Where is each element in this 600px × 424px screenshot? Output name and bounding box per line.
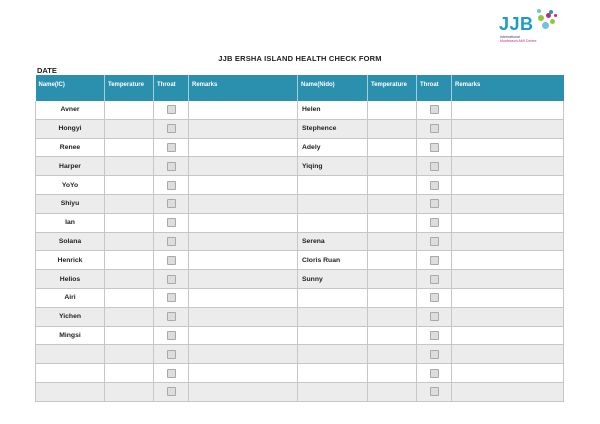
throat-ic-cell: [154, 288, 189, 307]
name-nido-cell: Helen: [298, 101, 368, 119]
remarks-ic-cell[interactable]: [189, 176, 298, 195]
throat-nido-cell: [417, 176, 452, 195]
remarks-ic-cell[interactable]: [189, 307, 298, 326]
remarks-ic-cell[interactable]: [189, 213, 298, 232]
remarks-nido-cell[interactable]: [452, 326, 564, 345]
name-ic-cell: YoYo: [36, 176, 105, 195]
remarks-nido-cell[interactable]: [452, 119, 564, 138]
throat-nido-cell: [417, 213, 452, 232]
name-ic-cell: Harper: [36, 157, 105, 176]
table-row: [36, 232, 564, 251]
table-row: [36, 194, 564, 213]
remarks-nido-cell[interactable]: [452, 345, 564, 364]
temperature-ic-cell[interactable]: [105, 232, 154, 251]
throat-ic-cell: [154, 138, 189, 157]
temperature-ic-cell[interactable]: [105, 176, 154, 195]
table-row: [36, 345, 564, 364]
name-nido-cell: Serena: [298, 232, 368, 251]
throat-checkbox[interactable]: [430, 369, 439, 378]
date-label: DATE: [37, 66, 57, 75]
table-row: [36, 270, 564, 289]
remarks-nido-cell[interactable]: [452, 213, 564, 232]
remarks-nido-cell[interactable]: [452, 194, 564, 213]
throat-nido-cell: [417, 101, 452, 119]
name-ic-cell: Yichen: [36, 307, 105, 326]
temperature-ic-cell[interactable]: [105, 345, 154, 364]
header-throat-ic: Throat: [154, 75, 189, 101]
table-row: [36, 119, 564, 138]
table-row: [36, 213, 564, 232]
throat-checkbox[interactable]: [430, 218, 439, 227]
throat-checkbox[interactable]: [167, 181, 176, 190]
header-remarks-nido: Remarks: [452, 75, 564, 101]
header-name-nido: Name(Nido): [298, 75, 368, 101]
throat-checkbox[interactable]: [430, 293, 439, 302]
temperature-ic-cell[interactable]: [105, 288, 154, 307]
throat-checkbox[interactable]: [430, 124, 439, 133]
remarks-ic-cell[interactable]: [189, 101, 298, 119]
logo-dot: [542, 22, 549, 29]
table-row: [36, 251, 564, 270]
name-nido-cell: [298, 345, 368, 364]
temperature-ic-cell[interactable]: [105, 382, 154, 401]
header-row: [36, 75, 564, 101]
temperature-ic-cell[interactable]: [105, 251, 154, 270]
throat-checkbox[interactable]: [167, 369, 176, 378]
temperature-nido-cell[interactable]: [368, 307, 417, 326]
table-row: [36, 326, 564, 345]
name-nido-cell: Yiqing: [298, 157, 368, 176]
form-title: JJB ERSHA ISLAND HEALTH CHECK FORM: [218, 54, 382, 63]
temperature-nido-cell[interactable]: [368, 232, 417, 251]
temperature-nido-cell[interactable]: [368, 119, 417, 138]
throat-ic-cell: [154, 345, 189, 364]
throat-ic-cell: [154, 251, 189, 270]
name-nido-cell: [298, 326, 368, 345]
logo-subtitle-line1: International: [500, 35, 520, 39]
throat-checkbox[interactable]: [430, 181, 439, 190]
name-nido-cell: [298, 194, 368, 213]
throat-checkbox[interactable]: [430, 331, 439, 340]
remarks-nido-cell[interactable]: [452, 138, 564, 157]
throat-checkbox[interactable]: [167, 331, 176, 340]
throat-checkbox[interactable]: [167, 275, 176, 284]
throat-checkbox[interactable]: [167, 387, 176, 396]
throat-nido-cell: [417, 364, 452, 383]
table-row: [36, 157, 564, 176]
temperature-nido-cell[interactable]: [368, 176, 417, 195]
throat-checkbox[interactable]: [430, 237, 439, 246]
temperature-ic-cell[interactable]: [105, 157, 154, 176]
throat-nido-cell: [417, 157, 452, 176]
name-ic-cell: Henrick: [36, 251, 105, 270]
temperature-ic-cell[interactable]: [105, 213, 154, 232]
temperature-ic-cell[interactable]: [105, 326, 154, 345]
table-row: [36, 176, 564, 195]
remarks-ic-cell[interactable]: [189, 232, 298, 251]
throat-checkbox[interactable]: [167, 256, 176, 265]
throat-checkbox[interactable]: [167, 218, 176, 227]
remarks-nido-cell[interactable]: [452, 382, 564, 401]
throat-checkbox[interactable]: [430, 387, 439, 396]
jjb-logo: [499, 9, 569, 43]
remarks-ic-cell[interactable]: [189, 382, 298, 401]
remarks-ic-cell[interactable]: [189, 345, 298, 364]
name-ic-cell: Helios: [36, 270, 105, 289]
temperature-nido-cell[interactable]: [368, 251, 417, 270]
throat-ic-cell: [154, 382, 189, 401]
remarks-nido-cell[interactable]: [452, 176, 564, 195]
throat-ic-cell: [154, 101, 189, 119]
temperature-nido-cell[interactable]: [368, 194, 417, 213]
throat-ic-cell: [154, 326, 189, 345]
throat-checkbox[interactable]: [167, 105, 176, 114]
remarks-nido-cell[interactable]: [452, 288, 564, 307]
throat-ic-cell: [154, 213, 189, 232]
remarks-nido-cell[interactable]: [452, 364, 564, 383]
temperature-ic-cell[interactable]: [105, 270, 154, 289]
name-nido-cell: [298, 288, 368, 307]
header-temperature-ic: Temperature: [105, 75, 154, 101]
table-row: [36, 382, 564, 401]
throat-checkbox[interactable]: [430, 312, 439, 321]
name-nido-cell: [298, 176, 368, 195]
throat-ic-cell: [154, 157, 189, 176]
table-row: [36, 364, 564, 383]
name-ic-cell: Mingsi: [36, 326, 105, 345]
logo-dot: [538, 15, 544, 21]
throat-checkbox[interactable]: [167, 237, 176, 246]
remarks-ic-cell[interactable]: [189, 270, 298, 289]
remarks-nido-cell[interactable]: [452, 101, 564, 119]
remarks-ic-cell[interactable]: [189, 194, 298, 213]
logo-dot: [549, 10, 553, 14]
logo-text: JJB: [499, 14, 534, 34]
throat-checkbox[interactable]: [167, 312, 176, 321]
throat-checkbox[interactable]: [167, 199, 176, 208]
throat-checkbox[interactable]: [430, 143, 439, 152]
name-ic-cell: [36, 345, 105, 364]
throat-ic-cell: [154, 270, 189, 289]
throat-nido-cell: [417, 307, 452, 326]
remarks-nido-cell[interactable]: [452, 307, 564, 326]
name-nido-cell: [298, 307, 368, 326]
throat-nido-cell: [417, 251, 452, 270]
throat-nido-cell: [417, 288, 452, 307]
remarks-ic-cell[interactable]: [189, 288, 298, 307]
throat-nido-cell: [417, 194, 452, 213]
throat-ic-cell: [154, 364, 189, 383]
temperature-nido-cell[interactable]: [368, 382, 417, 401]
remarks-nido-cell[interactable]: [452, 251, 564, 270]
temperature-ic-cell[interactable]: [105, 194, 154, 213]
header-remarks-ic: Remarks: [189, 75, 298, 101]
throat-checkbox[interactable]: [430, 105, 439, 114]
header-name-ic: Name(IC): [36, 75, 105, 101]
throat-nido-cell: [417, 345, 452, 364]
remarks-ic-cell[interactable]: [189, 138, 298, 157]
throat-checkbox[interactable]: [167, 143, 176, 152]
throat-ic-cell: [154, 194, 189, 213]
throat-nido-cell: [417, 270, 452, 289]
name-nido-cell: Cloris Ruan: [298, 251, 368, 270]
logo-subtitle-line2: Montessori AMI Centre: [500, 39, 537, 43]
temperature-ic-cell[interactable]: [105, 364, 154, 383]
name-ic-cell: Ian: [36, 213, 105, 232]
throat-checkbox[interactable]: [430, 256, 439, 265]
header-temperature-nido: Temperature: [368, 75, 417, 101]
remarks-ic-cell[interactable]: [189, 251, 298, 270]
name-ic-cell: Hongyi: [36, 119, 105, 138]
table-body: [36, 101, 564, 401]
remarks-ic-cell[interactable]: [189, 364, 298, 383]
name-ic-cell: Avner: [36, 101, 105, 119]
throat-checkbox[interactable]: [430, 162, 439, 171]
name-ic-cell: Solana: [36, 232, 105, 251]
table-row: [36, 138, 564, 157]
temperature-nido-cell[interactable]: [368, 101, 417, 119]
remarks-nido-cell[interactable]: [452, 270, 564, 289]
health-check-table: [35, 75, 564, 402]
name-nido-cell: Sunny: [298, 270, 368, 289]
temperature-ic-cell[interactable]: [105, 307, 154, 326]
temperature-nido-cell[interactable]: [368, 364, 417, 383]
temperature-nido-cell[interactable]: [368, 326, 417, 345]
name-ic-cell: Airi: [36, 288, 105, 307]
temperature-ic-cell[interactable]: [105, 138, 154, 157]
name-ic-cell: [36, 382, 105, 401]
name-nido-cell: Stephence: [298, 119, 368, 138]
remarks-nido-cell[interactable]: [452, 232, 564, 251]
temperature-nido-cell[interactable]: [368, 345, 417, 364]
throat-nido-cell: [417, 138, 452, 157]
header-throat-nido: Throat: [417, 75, 452, 101]
name-nido-cell: [298, 364, 368, 383]
remarks-nido-cell[interactable]: [452, 157, 564, 176]
throat-ic-cell: [154, 176, 189, 195]
throat-checkbox[interactable]: [167, 350, 176, 359]
throat-ic-cell: [154, 232, 189, 251]
remarks-ic-cell[interactable]: [189, 119, 298, 138]
throat-nido-cell: [417, 119, 452, 138]
throat-nido-cell: [417, 382, 452, 401]
throat-nido-cell: [417, 326, 452, 345]
table-row: [36, 101, 564, 119]
throat-checkbox[interactable]: [430, 350, 439, 359]
temperature-nido-cell[interactable]: [368, 138, 417, 157]
temperature-nido-cell[interactable]: [368, 270, 417, 289]
logo-dot: [537, 9, 541, 13]
name-ic-cell: Renee: [36, 138, 105, 157]
throat-checkbox[interactable]: [167, 124, 176, 133]
table-row: [36, 307, 564, 326]
throat-ic-cell: [154, 307, 189, 326]
throat-nido-cell: [417, 232, 452, 251]
throat-checkbox[interactable]: [167, 293, 176, 302]
name-nido-cell: Adely: [298, 138, 368, 157]
throat-checkbox[interactable]: [430, 275, 439, 284]
remarks-ic-cell[interactable]: [189, 326, 298, 345]
name-ic-cell: Shiyu: [36, 194, 105, 213]
name-nido-cell: [298, 382, 368, 401]
logo-dot: [550, 19, 555, 24]
table-row: [36, 288, 564, 307]
throat-checkbox[interactable]: [167, 162, 176, 171]
logo-subtitle: [500, 35, 537, 43]
temperature-ic-cell[interactable]: [105, 119, 154, 138]
throat-checkbox[interactable]: [430, 199, 439, 208]
name-nido-cell: [298, 213, 368, 232]
throat-ic-cell: [154, 119, 189, 138]
temperature-ic-cell[interactable]: [105, 101, 154, 119]
temperature-nido-cell[interactable]: [368, 157, 417, 176]
temperature-nido-cell[interactable]: [368, 288, 417, 307]
temperature-nido-cell[interactable]: [368, 213, 417, 232]
remarks-ic-cell[interactable]: [189, 157, 298, 176]
name-ic-cell: [36, 364, 105, 383]
logo-dot: [554, 14, 557, 17]
